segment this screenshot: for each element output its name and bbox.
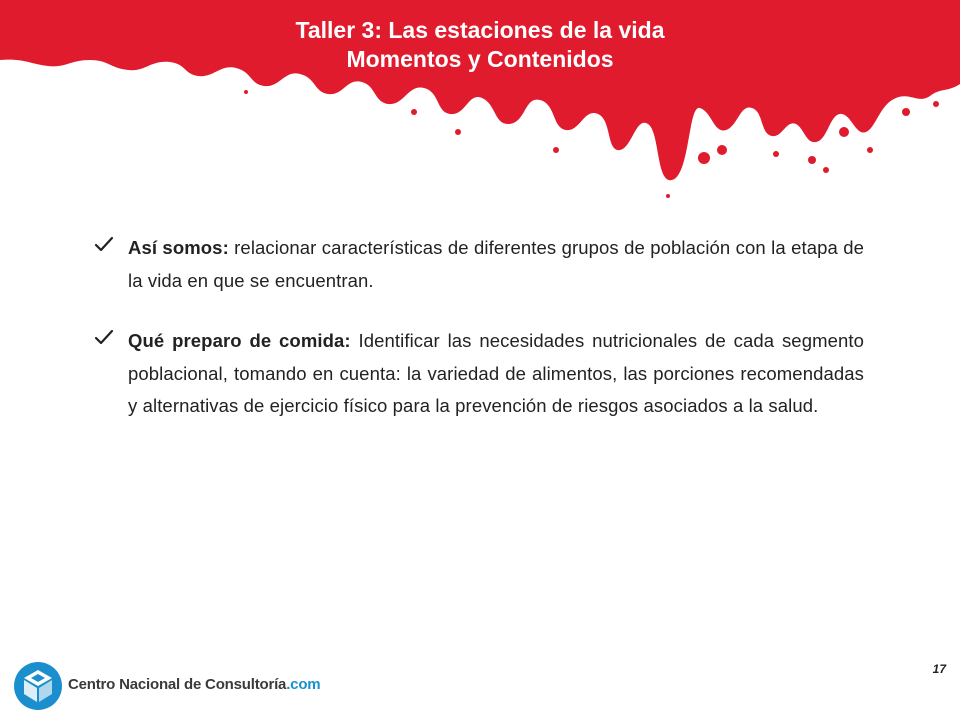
footer-logo: [12, 658, 321, 714]
bullet-body: Identificar las necesidades nutricionales de cada segmento poblacional, tomando en cuenta: la variedad de alimentos, las porciones recomendadas y alternativas de ejercicio físico para la prevención de riesgos asociados a la salud.: [128, 330, 864, 416]
bullet-list: [90, 232, 864, 451]
bullet-item: [90, 325, 864, 423]
cube-logo-icon: [12, 658, 68, 714]
bullet-heading: Así somos:: [128, 237, 229, 258]
checkmark-icon: [94, 234, 114, 254]
bullet-item: [90, 232, 864, 297]
bullet-body: relacionar características de diferentes grupos de población con la etapa de la vida en que se encuentran.: [128, 237, 865, 291]
bullet-text: [128, 232, 864, 297]
logo-wordmark: [68, 676, 320, 693]
logo-domain: .com: [286, 676, 321, 693]
slide-title: [0, 16, 960, 74]
page-number: 17: [932, 662, 946, 676]
checkmark-icon: [94, 327, 114, 347]
bullet-heading: Qué preparo de comida:: [128, 330, 351, 351]
bullet-text: [128, 325, 864, 423]
slide-title-line2: Momentos y Contenidos: [346, 46, 614, 72]
slide-title-line1: Taller 3: Las estaciones de la vida: [295, 17, 665, 43]
logo-name: Centro Nacional de Consultoría: [68, 676, 287, 693]
